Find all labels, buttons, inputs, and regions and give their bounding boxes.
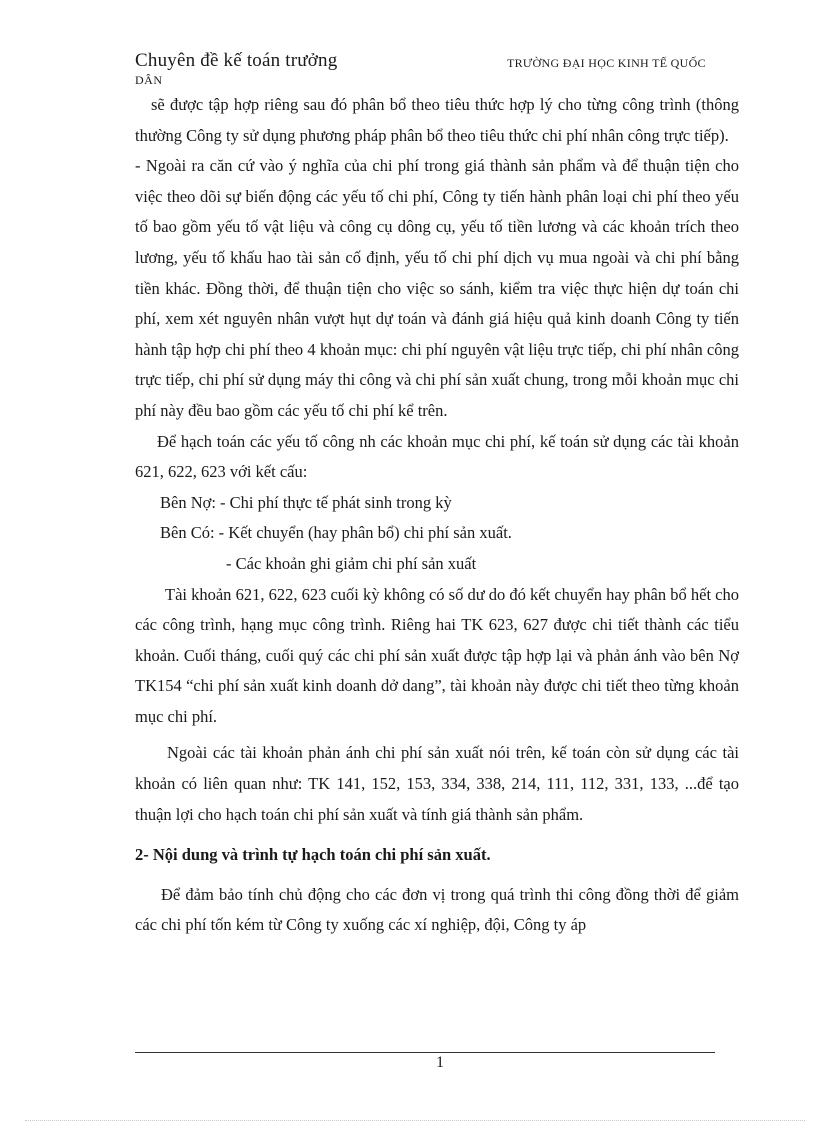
header-university-name: TRƯỜNG ĐẠI HỌC KINH TẾ QUỐC [507,56,706,70]
paragraph-closing: Để đảm bảo tính chủ động cho các đơn vị trong quá trình thi công đồng thời để giảm các chi phí tốn kém từ Công ty xuống các xí nghiệp, đội, Công ty áp [135,884,739,935]
credit-side-reduction-line: - Các khoản ghi giảm chi phí sản xuất [226,553,477,573]
page-number: 1 [436,1054,444,1071]
page-bottom-border [25,1120,805,1121]
paragraph-cost-classification: - Ngoài ra căn cứ vào ý nghĩa của chi phí trong giá thành sản phẩm và để thuận tiện cho việc theo dõi sự biến động các yếu tố chi phí, Công ty tiến hành phân loại chi phí theo yếu tố bao gồm yếu tố vật liệu và công cụ dông cụ, yếu tố tiền lương và các khoản trích theo lương, yếu tố khấu hao tài sản cố định, yếu tố chi phí dịch vụ mua ngoài và chi phí bằng tiền khác. Đồng thời, để thuận tiện cho việc so sánh, kiểm tra việc thực hiện dự toán chi phí, xem xét nguyên nhân vượt hụt dự toán và đánh giá hiệu quả kinh doanh Công ty tiến hành tập hợp chi phí theo 4 khoản mục: chi phí nguyên vật liệu trực tiếp, chi phí nhân công trực tiếp, chi phí sử dụng máy thi công và chi phí sản xuất chung, trong mỗi khoản mục chi phí này đều bao gồm các yếu tố chi phí kể trên. [135,156,739,420]
header-course-title: Chuyên đề kế toán trưởng [135,50,338,71]
paragraph-accounts-used: Để hạch toán các yếu tố công nh các khoản mục chi phí, kế toán sử dụng các tài khoản 621, 622, 623 với kết cấu: [135,431,739,482]
header-title-continued: DÂN [135,73,163,87]
paragraph-related-accounts: Ngoài các tài khoản phản ánh chi phí sản xuất nói trên, kế toán còn sử dụng các tài khoản có liên quan như: TK 141, 152, 153, 334, 338, 214, 111, 112, 331, 133, ...để tạo thuận lợi cho hạch toán chi phí sản xuất và tính giá thành sản phẩm. [135,743,739,824]
paragraph-allocation: sẽ được tập hợp riêng sau đó phân bổ theo tiêu thức hợp lý cho từng công trình (thông thường Công ty sử dụng phương pháp phân bổ theo tiêu thức chi phí nhân công trực tiếp). [135,95,739,145]
footer-divider [135,1052,715,1053]
document-body [135,90,739,941]
credit-side-line: Bên Có: - Kết chuyển (hay phân bổ) chi phí sản xuất. [160,523,512,543]
paragraph-account-balance: Tài khoản 621, 622, 623 cuối kỳ không có số dư do đó kết chuyển hay phân bổ hết cho các công trình, hạng mục công trình. Riêng hai TK 623, 627 được chi tiết thành các tiểu khoản. Cuối tháng, cuối quý các chi phí sản xuất được tập hợp lại và phản ánh vào bên Nợ TK154 “chi phí sản xuất kinh doanh dở dang”, tài khoản này được chi tiết theo từng khoản mục chi phí. [135,584,739,726]
section-heading: 2- Nội dung và trình tự hạch toán chi phí sản xuất. [135,845,491,865]
debit-side-line: Bên Nợ: - Chi phí thực tế phát sinh trong kỳ [160,492,452,512]
